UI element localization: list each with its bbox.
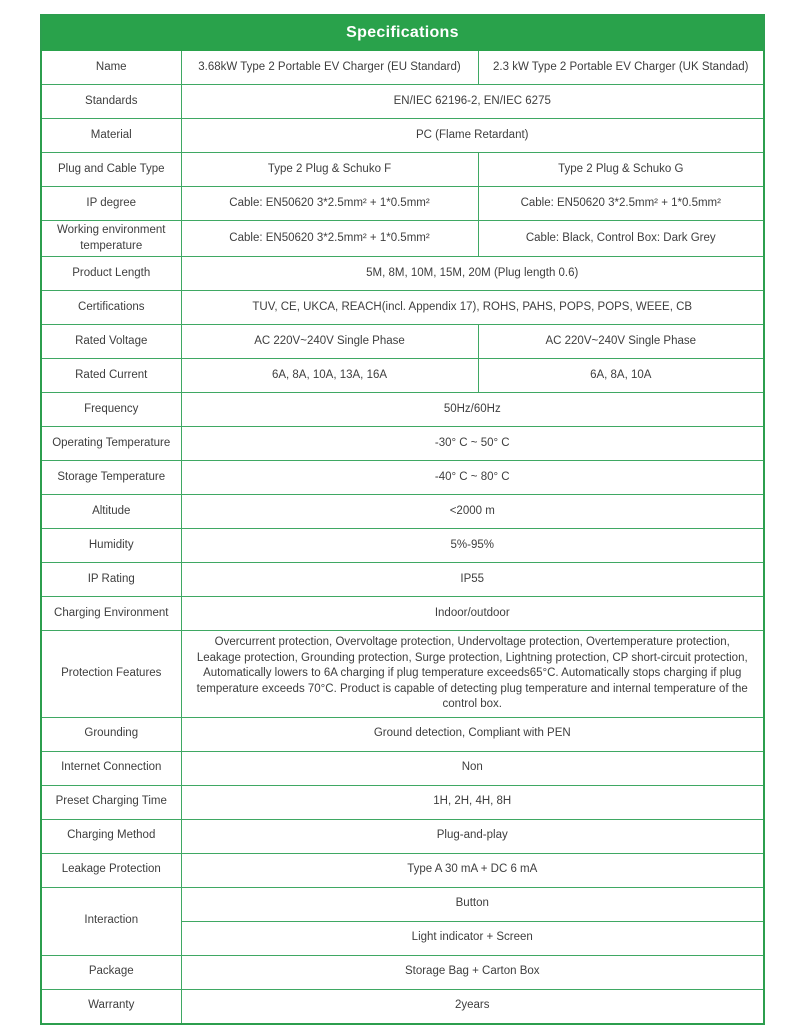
- row-value: PC (Flame Retardant): [181, 119, 764, 153]
- table-header-row: [41, 15, 764, 51]
- row-label: Preset Charging Time: [41, 785, 181, 819]
- row-internet-connection: [41, 751, 764, 785]
- row-material: [41, 119, 764, 153]
- row-label: Altitude: [41, 495, 181, 529]
- row-label: IP degree: [41, 187, 181, 221]
- row-value-eu: 3.68kW Type 2 Portable EV Charger (EU Standard): [181, 51, 478, 85]
- row-value-uk: Cable: Black, Control Box: Dark Grey: [478, 221, 764, 257]
- row-preset-charging-time: [41, 785, 764, 819]
- row-value-uk: 6A, 8A, 10A: [478, 359, 764, 393]
- row-value-eu: Type 2 Plug & Schuko F: [181, 153, 478, 187]
- row-altitude: [41, 495, 764, 529]
- row-value: Overcurrent protection, Overvoltage protection, Undervoltage protection, Overtemperature protection, Leakage protection, Grounding protection, Surge protection, Lightning protection, CP short-circuit protection, Automatically lowers to 6A charging if plug temperature exceeds65°C. Automatically stops charging if plug temperature exceeds 70°C. Product is capable of detecting plug temperature and internal temperature of the control box.: [181, 631, 764, 718]
- row-value-uk: AC 220V~240V Single Phase: [478, 325, 764, 359]
- row-value: EN/IEC 62196-2, EN/IEC 6275: [181, 85, 764, 119]
- row-value-eu: 6A, 8A, 10A, 13A, 16A: [181, 359, 478, 393]
- row-value-button: Button: [181, 887, 764, 921]
- row-certifications: [41, 291, 764, 325]
- row-ip-degree: [41, 187, 764, 221]
- row-value: Non: [181, 751, 764, 785]
- row-value: 5%-95%: [181, 529, 764, 563]
- row-label: Warranty: [41, 989, 181, 1024]
- row-label: Humidity: [41, 529, 181, 563]
- row-label: Material: [41, 119, 181, 153]
- row-label: Operating Temperature: [41, 427, 181, 461]
- row-value-eu: Cable: EN50620 3*2.5mm² + 1*0.5mm²: [181, 221, 478, 257]
- row-name: [41, 51, 764, 85]
- row-protection-features: [41, 631, 764, 718]
- row-value-eu: AC 220V~240V Single Phase: [181, 325, 478, 359]
- row-value: Type A 30 mA + DC 6 mA: [181, 853, 764, 887]
- table-title: Specifications: [41, 15, 764, 51]
- row-ip-rating: [41, 563, 764, 597]
- row-grounding: [41, 717, 764, 751]
- row-value: Indoor/outdoor: [181, 597, 764, 631]
- row-label: Rated Voltage: [41, 325, 181, 359]
- row-label: Working environment temperature: [41, 221, 181, 257]
- row-value: TUV, CE, UKCA, REACH(incl. Appendix 17), ROHS, PAHS, POPS, POPS, WEEE, CB: [181, 291, 764, 325]
- row-label: Plug and Cable Type: [41, 153, 181, 187]
- row-value: IP55: [181, 563, 764, 597]
- row-label: IP Rating: [41, 563, 181, 597]
- row-label: Charging Environment: [41, 597, 181, 631]
- row-label: Storage Temperature: [41, 461, 181, 495]
- row-value-eu: Cable: EN50620 3*2.5mm² + 1*0.5mm²: [181, 187, 478, 221]
- row-label: Name: [41, 51, 181, 85]
- row-value: Plug-and-play: [181, 819, 764, 853]
- row-label: Standards: [41, 85, 181, 119]
- row-value: Ground detection, Compliant with PEN: [181, 717, 764, 751]
- row-value: 5M, 8M, 10M, 15M, 20M (Plug length 0.6): [181, 257, 764, 291]
- row-value: 50Hz/60Hz: [181, 393, 764, 427]
- row-label: Rated Current: [41, 359, 181, 393]
- row-standards: [41, 85, 764, 119]
- row-frequency: [41, 393, 764, 427]
- row-label: Internet Connection: [41, 751, 181, 785]
- row-label: Protection Features: [41, 631, 181, 718]
- row-package: [41, 955, 764, 989]
- row-label: Grounding: [41, 717, 181, 751]
- row-rated-current: [41, 359, 764, 393]
- row-charging-method: [41, 819, 764, 853]
- row-value: -40° C ~ 80° C: [181, 461, 764, 495]
- row-label: Leakage Protection: [41, 853, 181, 887]
- row-rated-voltage: [41, 325, 764, 359]
- row-humidity: [41, 529, 764, 563]
- row-value: 1H, 2H, 4H, 8H: [181, 785, 764, 819]
- row-interaction-1: [41, 887, 764, 921]
- row-value: -30° C ~ 50° C: [181, 427, 764, 461]
- row-label: Interaction: [41, 887, 181, 955]
- row-value-indicator: Light indicator + Screen: [181, 921, 764, 955]
- row-value-uk: Cable: EN50620 3*2.5mm² + 1*0.5mm²: [478, 187, 764, 221]
- row-product-length: [41, 257, 764, 291]
- row-charging-environment: [41, 597, 764, 631]
- row-label: Package: [41, 955, 181, 989]
- row-leakage-protection: [41, 853, 764, 887]
- row-value: Storage Bag + Carton Box: [181, 955, 764, 989]
- row-label: Frequency: [41, 393, 181, 427]
- row-label: Certifications: [41, 291, 181, 325]
- row-value: <2000 m: [181, 495, 764, 529]
- row-value-uk: 2.3 kW Type 2 Portable EV Charger (UK Standad): [478, 51, 764, 85]
- row-value: 2years: [181, 989, 764, 1024]
- row-warranty: [41, 989, 764, 1024]
- row-label: Product Length: [41, 257, 181, 291]
- row-operating-temperature: [41, 427, 764, 461]
- row-working-environment-temperature: [41, 221, 764, 257]
- row-storage-temperature: [41, 461, 764, 495]
- specifications-table: [40, 14, 765, 1025]
- row-label: Charging Method: [41, 819, 181, 853]
- row-value-uk: Type 2 Plug & Schuko G: [478, 153, 764, 187]
- row-plug-cable-type: [41, 153, 764, 187]
